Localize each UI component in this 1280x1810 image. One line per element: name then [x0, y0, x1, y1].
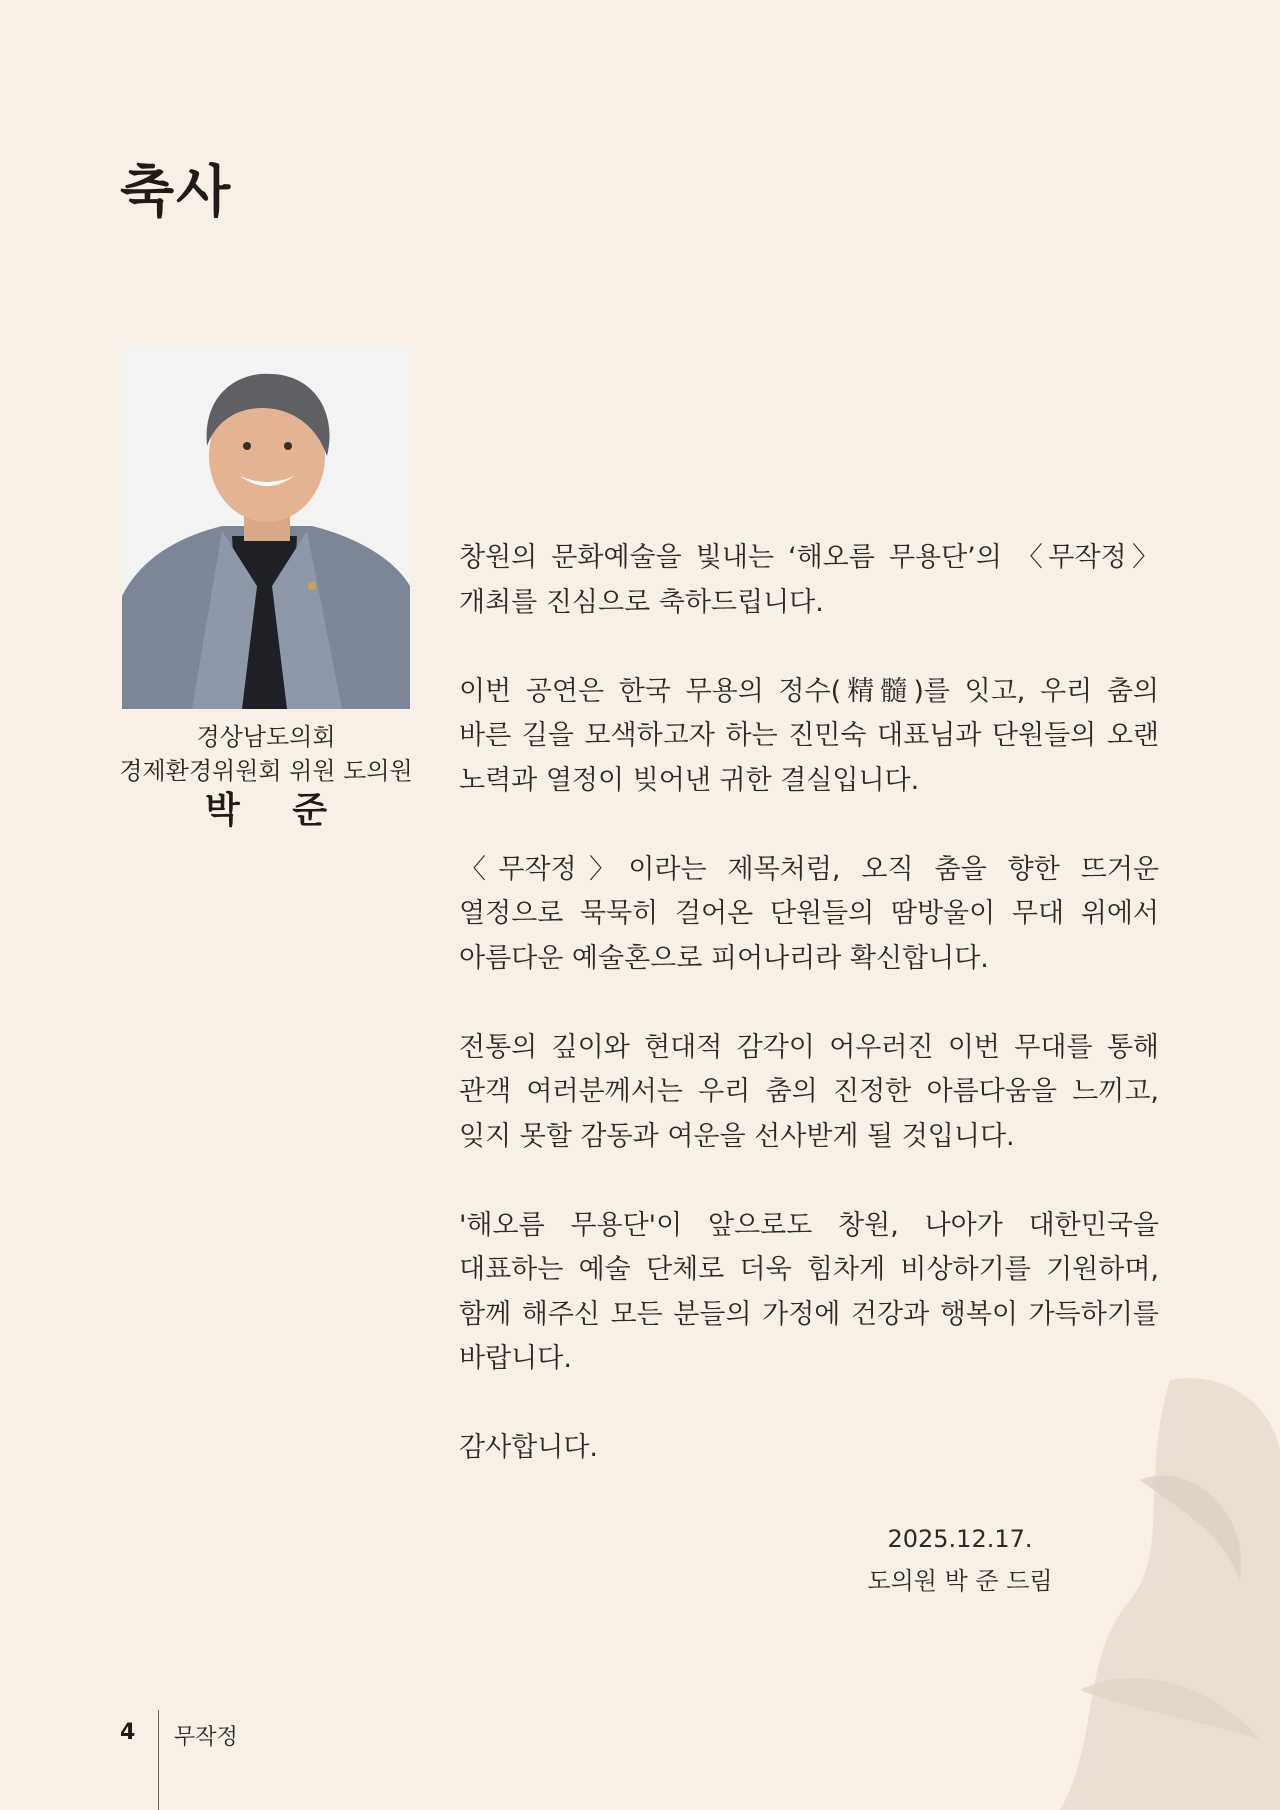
message-paragraph: 〈무작정〉이라는 제목처럼, 오직 춤을 향한 뜨거운 열정으로 묵묵히 걸어온 단원들의 땀방울이 무대 위에서 아름다운 예술혼으로 피어나리라 확신합니다. [459, 853, 1159, 974]
footer-divider [158, 1710, 159, 1810]
message-paragraph: 감사합니다. [459, 1432, 598, 1463]
portrait-photo [122, 346, 410, 709]
page-number: 4 [120, 1720, 136, 1745]
congratulatory-message [459, 536, 1159, 1515]
profile-name: 박 준 [204, 790, 348, 831]
message-paragraph: 이번 공연은 한국 무용의 정수(精髓)를 잇고, 우리 춤의 바른 길을 모색하고자 하는 진민숙 대표님과 단원들의 오랜 노력과 열정이 빚어낸 귀한 결실입니다. [459, 675, 1159, 796]
footer-publication-title: 무작정 [174, 1725, 238, 1750]
signature-date: 2025.12.17. [887, 1525, 1033, 1553]
signature-name: 도의원 박 준 드림 [867, 1567, 1053, 1595]
message-paragraph: 전통의 깊이와 현대적 감각이 어우러진 이번 무대를 통해 관객 여러분께서는 우리 춤의 진정한 아름다움을 느끼고, 잊지 못할 감동과 여운을 선사받게 될 것입니다. [459, 1031, 1159, 1152]
message-paragraph: 창원의 문화예술을 빛내는 ‘해오름 무용단’의 〈무작정〉 개최를 진심으로 축하드립니다. [459, 542, 1159, 618]
signature-block [830, 1518, 1090, 1602]
profile-caption [110, 720, 422, 834]
profile-org-line2: 경제환경위원회 위원 도의원 [119, 757, 413, 785]
message-paragraph: '해오름 무용단'이 앞으로도 창원, 나아가 대한민국을 대표하는 예술 단체로 더욱 힘차게 비상하기를 기원하며, 함께 해주신 모든 분들의 가정에 건강과 행복이 가득하기를 바랍니다. [459, 1209, 1159, 1374]
profile-org-line1: 경상남도의회 [196, 723, 336, 751]
page-title: 축사 [120, 159, 233, 225]
